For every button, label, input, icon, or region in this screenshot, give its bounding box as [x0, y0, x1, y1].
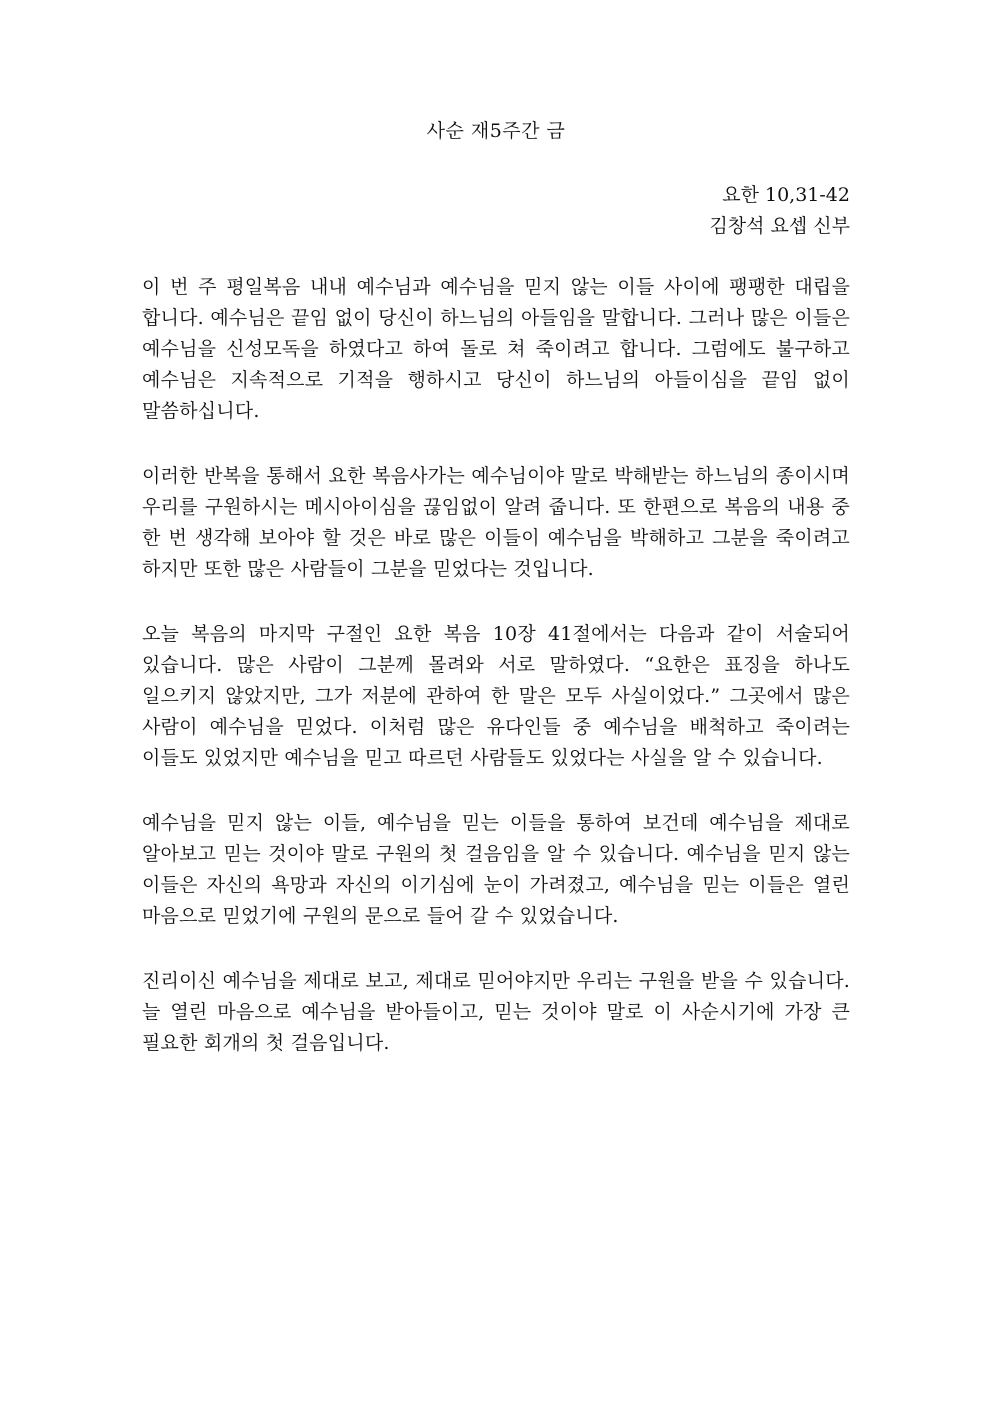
document-title: 사순 재5주간 금 [426, 120, 566, 142]
paragraph: 이 번 주 평일복음 내내 예수님과 예수님을 믿지 않는 이들 사이에 팽팽한 대립을 합니다. 예수님은 끝임 없이 당신이 하느님의 아들임을 말합니다. 그러나 많은 이들은 예수님을 신성모독을 하였다고 하여 돌로 쳐 죽이려고 합니다. 그럼에도 불구하고 예수님은 지속적으로 기적을 행하시고 당신이 하느님의 아들이심을 끝임 없이 말씀하십니다. [142, 276, 850, 422]
reference-block [709, 180, 850, 242]
paragraph: 오늘 복음의 마지막 구절인 요한 복음 10장 41절에서는 다음과 같이 서술되어 있습니다. 많은 사람이 그분께 몰려와 서로 말하였다. “요한은 표징을 하나도 일으키지 않았지만, 그가 저분에 관하여 한 말은 모두 사실이었다.” 그곳에서 많은 사람이 예수님을 믿었다. 이처럼 많은 유다인들 중 예수님을 배척하고 죽이려는 이들도 있었지만 예수님을 믿고 따르던 사람들도 있었다는 사실을 알 수 있습니다. [142, 623, 850, 769]
paragraph: 진리이신 예수님을 제대로 보고, 제대로 믿어야지만 우리는 구원을 받을 수 있습니다. 늘 열린 마음으로 예수님을 받아들이고, 믿는 것이야 말로 이 사순시기에 가장 큰 필요한 회개의 첫 걸음입니다. [142, 970, 850, 1054]
scripture-reference: 요한 10,31-42 [722, 184, 850, 206]
paragraph: 예수님을 믿지 않는 이들, 예수님을 믿는 이들을 통하여 보건데 예수님을 제대로 알아보고 믿는 것이야 말로 구원의 첫 걸음임을 알 수 있습니다. 예수님을 믿지 않는 이들은 자신의 욕망과 자신의 이기심에 눈이 가려졌고, 예수님을 믿는 이들은 열린 마음으로 믿었기에 구원의 문으로 들어 갈 수 있었습니다. [142, 812, 850, 927]
author-name: 김창석 요셉 신부 [709, 215, 850, 237]
document-body [142, 272, 850, 1093]
paragraph: 이러한 반복을 통해서 요한 복음사가는 예수님이야 말로 박해받는 하느님의 종이시며 우리를 구원하시는 메시아이심을 끊임없이 알려 줍니다. 또 한편으로 복음의 내용 중 한 번 생각해 보아야 할 것은 바로 많은 이들이 예수님을 박해하고 그분을 죽이려고 하지만 또한 많은 사람들이 그분을 믿었다는 것입니다. [142, 465, 850, 580]
